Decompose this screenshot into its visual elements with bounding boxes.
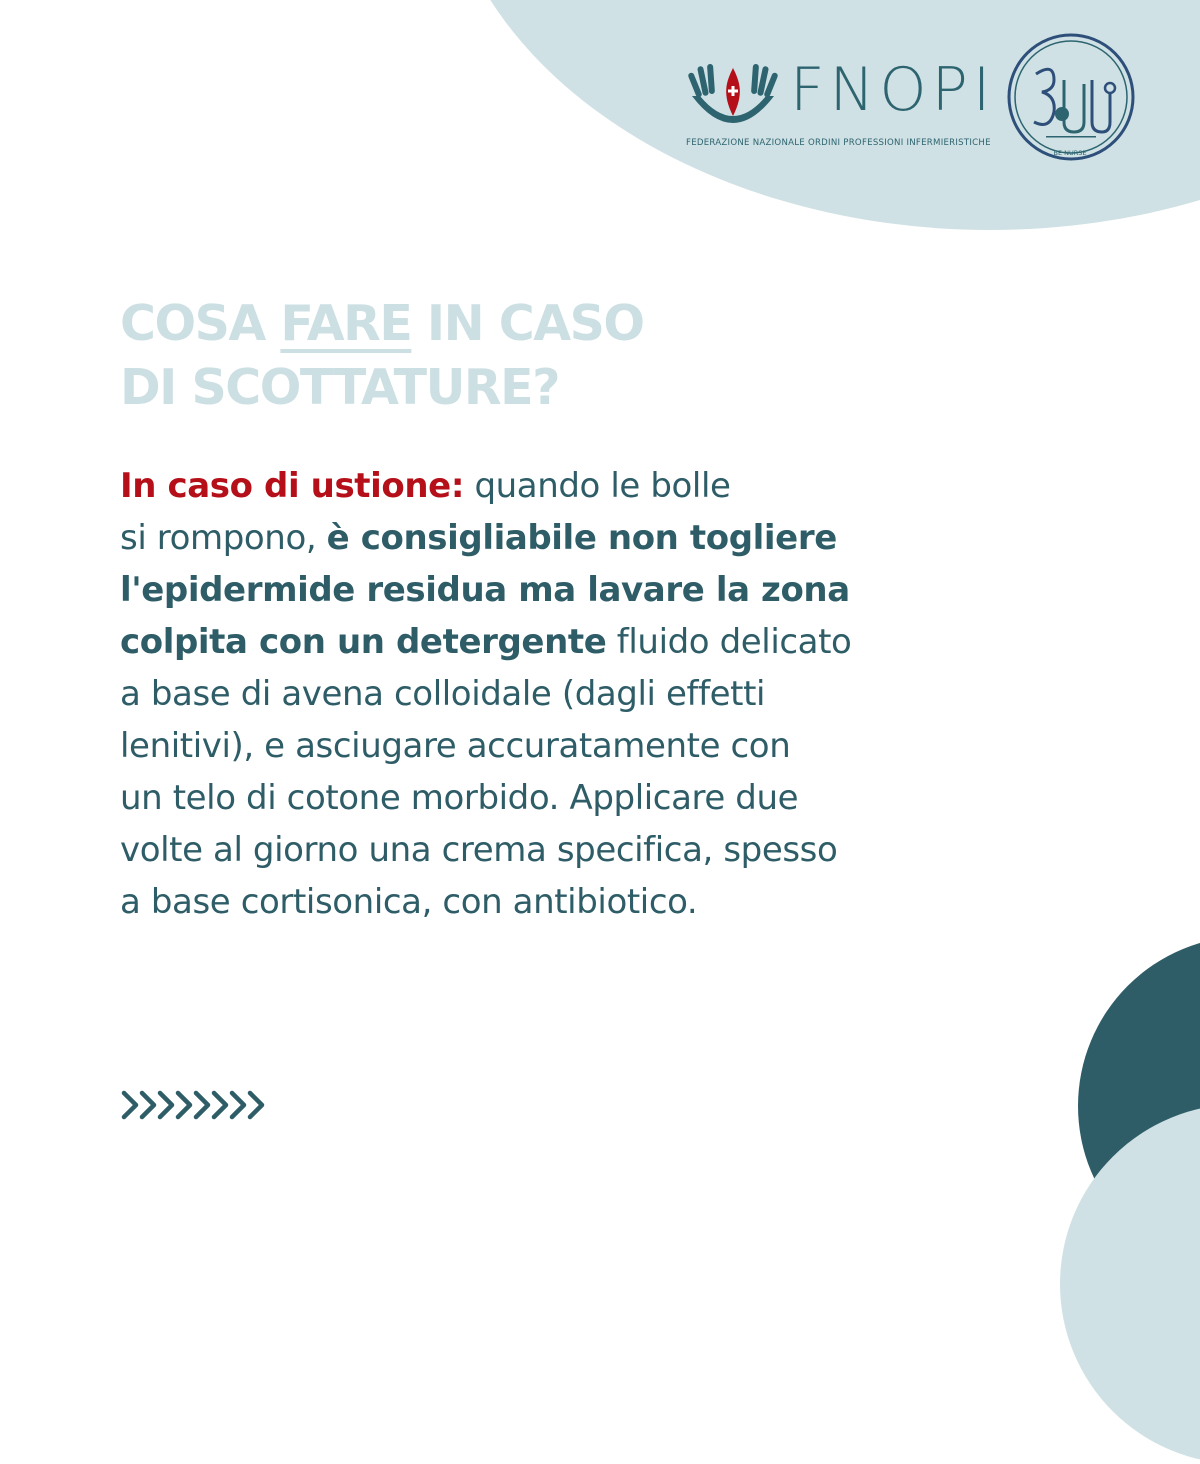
- logo-wordmark: FNOPI: [790, 55, 996, 125]
- nurse-stethoscope-icon: [1006, 32, 1136, 162]
- body-line: a base di avena colloidale (dagli effetti: [120, 674, 766, 714]
- body-line: volte al giorno una crema specifica, spesso: [120, 830, 838, 870]
- body-text-span: fluido delicato: [606, 622, 852, 662]
- title-emphasis: FARE: [280, 295, 412, 352]
- title-line-2: DI SCOTTATURE?: [120, 359, 559, 416]
- body-line: lenitivi), e asciugare accuratamente con: [120, 726, 791, 766]
- body-bold: è consigliabile non togliere: [326, 518, 837, 558]
- body-line: [120, 460, 1080, 512]
- title-text: IN CASO: [411, 295, 644, 352]
- hands-heart-icon: [686, 64, 780, 130]
- body-line: [120, 616, 1080, 668]
- chevrons-right-icon: [120, 1088, 276, 1122]
- title-text: COSA: [120, 295, 281, 352]
- body-text: [120, 460, 1080, 928]
- body-line: a base cortisonica, con antibiotico.: [120, 882, 698, 922]
- body-bold: colpita con un detergente: [120, 622, 607, 662]
- light-decorative-circle: [1060, 1104, 1200, 1464]
- body-line: [120, 512, 1080, 564]
- page-title: [120, 292, 644, 420]
- body-text-span: si rompono,: [120, 518, 327, 558]
- body-highlight: In caso di ustione:: [120, 466, 465, 506]
- body-line: l'epidermide residua ma lavare la zona: [120, 570, 850, 610]
- body-line: un telo di cotone morbido. Applicare due: [120, 778, 799, 818]
- badge-label: BE NURSE: [1053, 149, 1087, 157]
- body-text-span: quando le bolle: [464, 466, 731, 506]
- logo-subtitle: FEDERAZIONE NAZIONALE ORDINI PROFESSIONI INFERMIERISTICHE: [686, 138, 991, 148]
- title-line-1: [120, 292, 644, 356]
